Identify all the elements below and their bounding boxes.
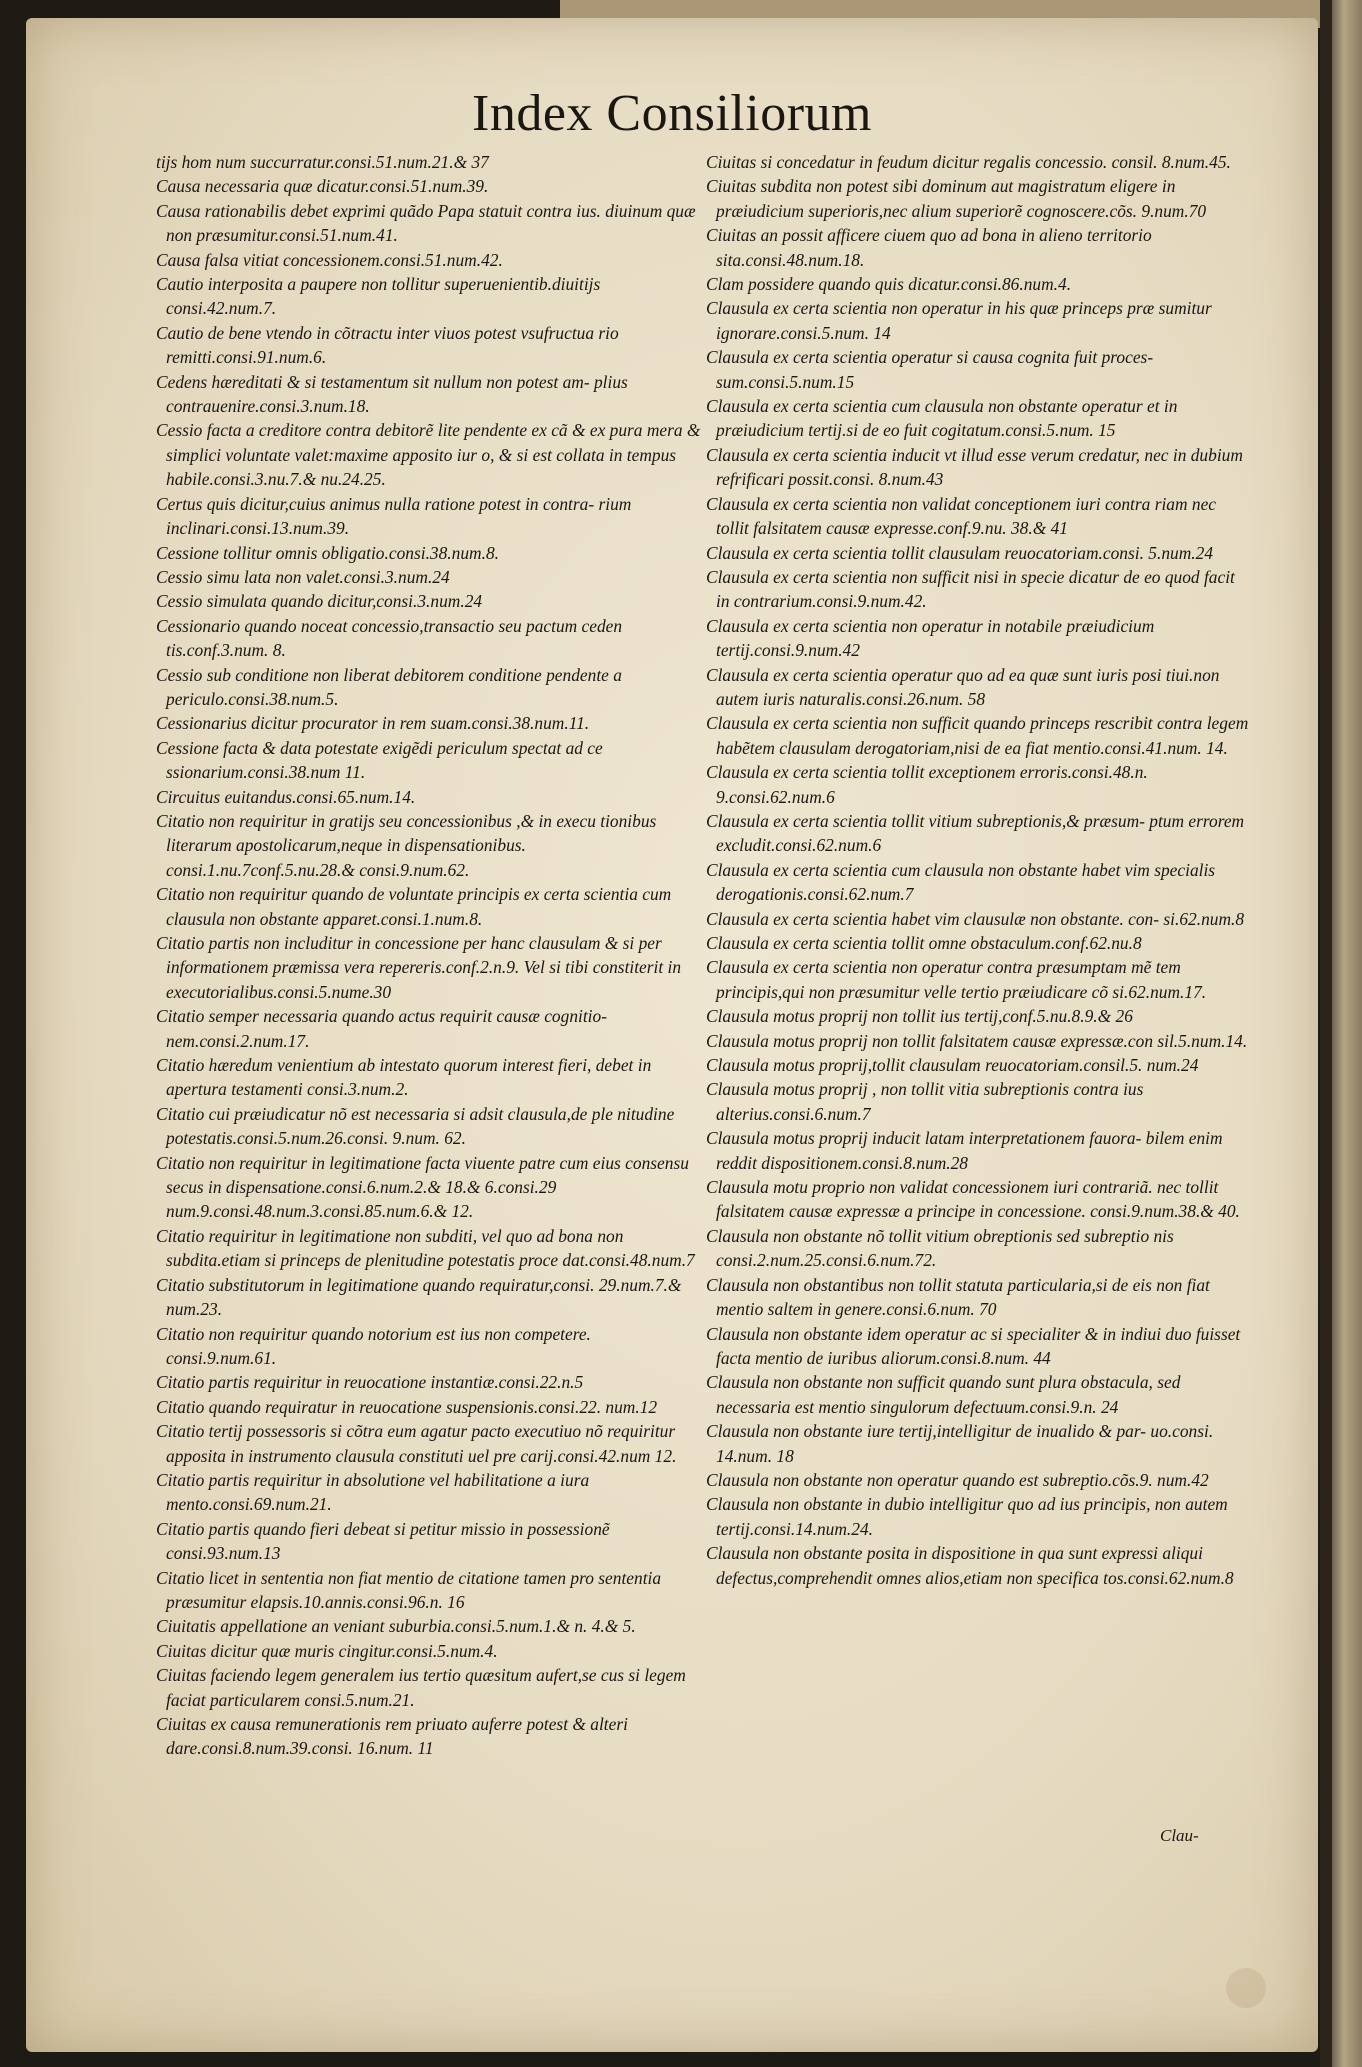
index-entry: Clausula non obstante idem operatur ac si specialiter & in indiui duo fuisset facta mentio de iuribus aliorum.consi.8.num. 44: [706, 1323, 1241, 1368]
index-entry: Cessio facta a creditore contra debitorẽ lite pendente ex cã & ex pura mera & simplici voluntate valet:maxime apposito iur o, & si est collata in tempus habile.consi.3.nu.7.& nu.24.25.: [156, 420, 701, 490]
page-gutter-shadow: [1320, 0, 1332, 2067]
index-entry: Cautio de bene vtendo in cõtractu inter viuos potest vsufructua rio remitti.consi.91.num.6.: [156, 322, 619, 368]
index-entry: Cessionarius dicitur procurator in rem suam.consi.38.num.11.: [156, 713, 590, 734]
index-entry: Clausula ex certa scientia non sufficit nisi in specie dicatur de eo quod facit in contrarium.consi.9.num.42.: [706, 566, 1235, 612]
index-entry: Citatio semper necessaria quando actus requirit causæ cognitio- nem.consi.2.num.17.: [156, 1006, 607, 1051]
index-entry: Citatio licet in sententia non fiat mentio de citatione tamen pro sententia præsumitur elapsis.10.annis.consi.96.n. 16: [156, 1567, 662, 1612]
index-entry: Clam possidere quando quis dicatur.consi.86.num.4.: [706, 274, 1072, 295]
index-entry: Ciuitatis appellatione an veniant suburbia.consi.5.num.1.& n. 4.& 5.: [156, 1616, 636, 1637]
index-entry: Clausula ex certa scientia tollit omne obstaculum.conf.62.nu.8: [706, 933, 1142, 953]
index-entry: Ciuitas an possit afficere ciuem quo ad bona in alieno territorio sita.consi.48.num.18.: [706, 225, 1152, 270]
index-entry: Cessio simu lata non valet.consi.3.num.24: [156, 566, 450, 587]
index-entry: Citatio quando requiratur in reuocatione suspensionis.consi.22. num.12: [156, 1396, 658, 1417]
index-entry: Ciuitas subdita non potest sibi dominum aut magistratum eligere in præiudicium superioris,nec alium superiorẽ cognoscere.cõs. 9.num.70: [706, 176, 1207, 221]
index-entry: Clausula non obstantibus non tollit statuta particularia,si de eis non fiat mentio saltem in genere.consi.6.num. 70: [706, 1274, 1210, 1320]
index-entry: Cautio interposita a paupere non tollitur superuenientib.diuitijs consi.42.num.7.: [156, 274, 601, 319]
index-entry: Citatio partis requiritur in reuocatione instantiæ.consi.22.n.5: [156, 1372, 584, 1393]
index-entry: Clausula ex certa scientia non operatur contra præsumptam mẽ tem principis,qui non præsumitur velle tertio præiudicare cõ si.62.num.17.: [706, 957, 1207, 1002]
index-entry: Citatio cui præiudicatur nõ est necessaria si adsit clausula,de ple nitudine potestatis.consi.5.num.26.consi. 9.num. 62.: [156, 1103, 675, 1149]
index-entry: Citatio hæredum venientium ab intestato quorum interest fieri, debet in apertura testamenti consi.3.num.2.: [156, 1055, 652, 1100]
index-entry: Citatio non requiritur in legitimatione facta viuente patre cum eius consensu secus in dispensatione.consi.6.num.2.& 18.& 6.consi.29 num.9.consi.48.num.3.consi.85.num.6.& 12.: [156, 1152, 689, 1222]
index-entry: Clausula ex certa scientia cum clausula non obstante habet vim specialis derogationis.consi.62.num.7: [706, 859, 1216, 905]
index-entry: Citatio requiritur in legitimatione non subditi, vel quo ad bona non subdita.etiam si princeps de plenitudine potestatis proce dat.consi.48.num.7: [156, 1225, 695, 1271]
page-header: Index Consiliorum: [472, 85, 872, 142]
index-entry: Circuitus euitandus.consi.65.num.14.: [156, 786, 416, 807]
index-entry: Clausula non obstante nõ tollit vitium obreptionis sed subreptio nis consi.2.num.25.consi.6.num.72.: [706, 1225, 1174, 1271]
index-entry: Clausula non obstante non operatur quando est subreptio.cõs.9. num.42: [706, 1469, 1209, 1490]
index-entry: Clausula ex certa scientia non operatur in his quæ princeps præ sumitur ignorare.consi.5.num. 14: [706, 298, 1212, 343]
index-entry: Causa rationabilis debet exprimi quãdo Papa statuit contra ius. diuinum quæ non præsumitur.consi.51.num.41.: [156, 200, 696, 246]
index-entry: Clausula non obstante iure tertij,intelligitur de inualido & par- uo.consi. 14.num. 18: [706, 1421, 1214, 1466]
index-entry: Clausula motus proprij,tollit clausulam reuocatoriam.consil.5. num.24: [706, 1055, 1199, 1076]
index-entry: Clausula ex certa scientia habet vim clausulæ non obstante. con- si.62.num.8: [706, 908, 1245, 929]
index-entry: Citatio partis requiritur in absolutione vel habilitatione a iura mento.consi.69.num.21.: [156, 1469, 590, 1515]
index-entry: Ciuitas dicitur quæ muris cingitur.consi.5.num.4.: [156, 1640, 498, 1661]
index-entry: Citatio non requiritur quando de voluntate principis ex certa scientia cum clausula non obstante apparet.consi.1.num.8.: [156, 884, 672, 929]
index-entry: Citatio non requiritur in gratijs seu concessionibus ,& in execu tionibus literarum apostolicarum,neque in dispensationibus. consi.1.nu.7conf.5.nu.28.& consi.9.num.62.: [156, 810, 657, 880]
index-entry: Ciuitas si concedatur in feudum dicitur regalis concessio. consil. 8.num.45.: [706, 152, 1231, 172]
index-entry: Clausula motus proprij , non tollit vitia subreptionis contra ius alterius.consi.6.num.7: [706, 1079, 1144, 1124]
paper-stain: [1226, 1968, 1266, 2008]
index-entry: Clausula motus proprij non tollit falsitatem causæ expressæ.con sil.5.num.14.: [706, 1030, 1248, 1051]
index-entry: Clausula ex certa scientia tollit vitium subreptionis,& præsum- ptum errorem excludit.consi.62.num.6: [706, 810, 1245, 856]
index-entry: Certus quis dicitur,cuius animus nulla ratione potest in contra- rium inclinari.consi.13.num.39.: [156, 493, 632, 539]
index-entry: Citatio partis non includitur in concessione per hanc clausulam & si per informationem præmissa vera repereris.conf.2.n.9. Vel si tibi constiterit in executorialibus.consi.5.nume.30: [156, 933, 682, 1002]
catchword: Clau-: [1160, 1826, 1199, 1845]
index-entry: Cedens hæreditati & si testamentum sit nullum non potest am- plius contrauenire.consi.3.num.18.: [156, 371, 628, 417]
index-entry: Clausula ex certa scientia non validat conceptionem iuri contra riam nec tollit falsitatem causæ expresse.conf.9.nu. 38.& 41: [706, 493, 1217, 539]
page-stack-edge: [1332, 0, 1362, 2067]
index-entry: Causa necessaria quæ dicatur.consi.51.num.39.: [156, 176, 489, 197]
index-column-right: [706, 150, 1251, 1590]
index-entry: Clausula non obstante in dubio intelligitur quo ad ius principis, non autem tertij.consi.14.num.24.: [706, 1494, 1228, 1539]
index-entry: Clausula non obstante posita in dispositione in qua sunt expressi aliqui defectus,comprehendit omnes alios,etiam non specifica tos.consi.62.num.8: [706, 1543, 1234, 1588]
index-entry: Clausula non obstante non sufficit quando sunt plura obstacula, sed necessaria est mentio singulorum defectuum.consi.9.n. 24: [706, 1372, 1181, 1417]
index-entry: Citatio partis quando fieri debeat si petitur missio in possessionẽ consi.93.num.13: [156, 1518, 610, 1564]
index-entry: Causa falsa vitiat concessionem.consi.51.num.42.: [156, 249, 503, 270]
index-entry: Cessio simulata quando dicitur,consi.3.num.24: [156, 591, 483, 612]
index-entry: Cessione tollitur omnis obligatio.consi.38.num.8.: [156, 542, 499, 563]
index-entry: Clausula ex certa scientia operatur si causa cognita fuit proces- sum.consi.5.num.15: [706, 347, 1154, 392]
index-entry: Ciuitas faciendo legem generalem ius tertio quæsitum aufert,se cus si legem faciat particularem consi.5.num.21.: [156, 1665, 686, 1710]
index-entry: Citatio tertij possessoris si cõtra eum agatur pacto executiuo nõ requiritur apposita in instrumento clausula constituti uel pre carij.consi.42.num 12.: [156, 1421, 677, 1466]
index-entry: Clausula ex certa scientia inducit vt illud esse verum credatur, nec in dubium refrificari possit.consi. 8.num.43: [706, 444, 1243, 490]
index-entry: tijs hom num succurratur.consi.51.num.21.& 37: [156, 152, 489, 172]
index-entry: Cessionario quando noceat concessio,transactio seu pactum ceden tis.conf.3.num. 8.: [156, 615, 623, 661]
index-entry: Clausula ex certa scientia tollit clausulam reuocatoriam.consi. 5.num.24: [706, 542, 1214, 563]
index-entry: Clausula ex certa scientia non sufficit quando princeps rescribit contra legem habẽtem clausulam derogatoriam,nisi de ea fiat mentio.consi.41.num. 14.: [706, 713, 1249, 758]
index-entry: Cessione facta & data potestate exigẽdi periculum spectat ad ce ssionarium.consi.38.num 11.: [156, 737, 603, 783]
index-entry: Clausula ex certa scientia non operatur in notabile præiudicium tertij.consi.9.num.42: [706, 615, 1155, 661]
index-entry: Clausula motu proprio non validat concessionem iuri contrariã. nec tollit falsitatem causæ expressæ a principe in concessione. consi.9.num.38.& 40.: [706, 1177, 1240, 1222]
index-entry: Citatio non requiritur quando notorium est ius non competere. consi.9.num.61.: [156, 1323, 591, 1368]
index-entry: Cessio sub conditione non liberat debitorem conditione pendente a periculo.consi.38.num.5.: [156, 664, 622, 709]
index-entry: Citatio substitutorum in legitimatione quando requiratur,consi. 29.num.7.& num.23.: [156, 1274, 682, 1320]
index-column-left: [156, 150, 701, 1761]
index-entry: Ciuitas ex causa remunerationis rem priuato auferre potest & alteri dare.consi.8.num.39.consi. 16.num. 11: [156, 1714, 628, 1759]
index-entry: Clausula ex certa scientia operatur quo ad ea quæ sunt iuris posi tiui.non autem iuris naturalis.consi.26.num. 58: [706, 664, 1220, 709]
index-entry: Clausula motus proprij non tollit ius tertij,conf.5.nu.8.9.& 26: [706, 1006, 1133, 1027]
index-entry: Clausula ex certa scientia tollit exceptionem erroris.consi.48.n. 9.consi.62.num.6: [706, 762, 1148, 807]
index-entry: Clausula motus proprij inducit latam interpretationem fauora- bilem enim reddit dispositionem.consi.8.num.28: [706, 1128, 1223, 1173]
index-entry: Clausula ex certa scientia cum clausula non obstante operatur et in præiudicium tertij.si de eo fuit cogitatum.consi.5.num. 15: [706, 396, 1178, 441]
